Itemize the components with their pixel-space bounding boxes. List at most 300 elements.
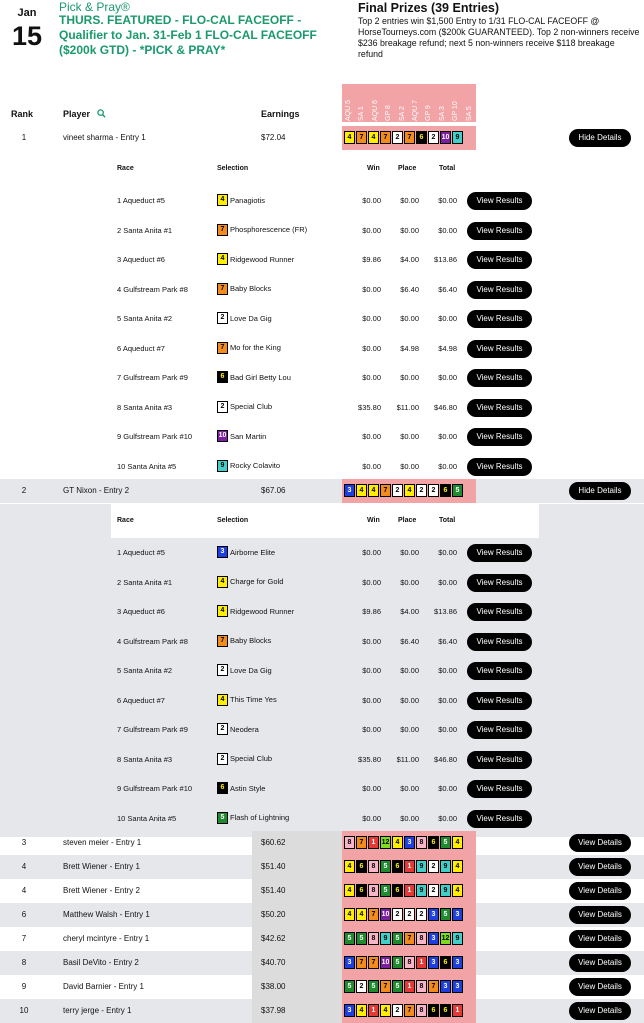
hide-details-button[interactable]: Hide Details xyxy=(569,129,631,147)
view-details-button[interactable]: View Details xyxy=(569,930,631,948)
pick-number-badge: 9 xyxy=(416,860,427,873)
detail-row xyxy=(111,452,539,482)
pick-number-badge: 12 xyxy=(380,836,391,849)
win-payout: $35.80 xyxy=(358,754,381,764)
horse-name: Neodera xyxy=(230,724,259,734)
selection-header-label: Selection xyxy=(217,165,249,172)
place-payout: $0.00 xyxy=(400,373,419,382)
view-results-button[interactable]: View Results xyxy=(467,780,532,798)
detail-row xyxy=(111,363,539,393)
race-header: GP 8 xyxy=(385,105,393,121)
place-header-label: Place xyxy=(398,165,417,172)
place-payout: $0.00 xyxy=(400,548,419,557)
pick-number-badge: 7 xyxy=(428,980,439,993)
pick-number-badge: 7 xyxy=(368,956,379,969)
race-name: 8 Santa Anita #3 xyxy=(117,754,173,764)
race-name: 7 Gulfstream Park #9 xyxy=(117,725,188,734)
selection-cell xyxy=(217,635,271,647)
view-results-button[interactable]: View Results xyxy=(467,751,532,769)
pick-number-badge: 4 xyxy=(344,131,355,144)
rank-column-header: Rank xyxy=(11,109,34,119)
player-name: Basil DeVito - Entry 2 xyxy=(63,958,139,967)
view-results-button[interactable]: View Results xyxy=(467,251,532,269)
horse-name: Airborne Elite xyxy=(230,547,276,557)
pick-number-badge: 5 xyxy=(440,908,451,921)
horse-name: Charge for Gold xyxy=(230,577,284,586)
pick-number-badge: 10 xyxy=(380,908,391,921)
view-details-button[interactable]: View Details xyxy=(569,906,631,924)
view-details-button[interactable]: View Details xyxy=(569,834,631,852)
pick-number-badge: 3 xyxy=(440,980,451,993)
pick-number-badge: 4 xyxy=(217,576,228,588)
horse-name: Bad Girl Betty Lou xyxy=(230,372,291,382)
total-payout: $46.80 xyxy=(434,754,457,764)
pick-number-badge: 3 xyxy=(344,956,355,969)
pick-number-badge: 3 xyxy=(452,908,463,921)
place-payout: $0.00 xyxy=(400,314,419,323)
pick-number-badge: 4 xyxy=(452,860,463,873)
leaderboard-row xyxy=(0,479,644,503)
selection-cell xyxy=(217,664,272,676)
rank-value: 6 xyxy=(21,910,27,919)
view-details-button[interactable]: View Details xyxy=(569,978,631,996)
pick-number-badge: 7 xyxy=(404,1004,415,1017)
pick-number-badge: 1 xyxy=(368,836,379,849)
place-payout: $6.40 xyxy=(400,636,419,646)
race-name: 3 Aqueduct #6 xyxy=(117,607,165,616)
pick-number-badge: 8 xyxy=(344,836,355,849)
win-payout: $0.00 xyxy=(362,461,381,471)
pick-number-badge: 2 xyxy=(392,484,403,497)
selection-cell xyxy=(217,782,265,794)
place-payout: $0.00 xyxy=(400,666,419,675)
pick-list xyxy=(344,836,463,849)
selection-cell xyxy=(217,546,275,558)
place-payout: $0.00 xyxy=(400,813,419,823)
pick-number-badge: 5 xyxy=(344,932,355,945)
pick-number-badge: 6 xyxy=(440,956,451,969)
pick-number-badge: 4 xyxy=(404,484,415,497)
pick-list xyxy=(344,860,463,873)
pick-number-badge: 7 xyxy=(404,932,415,945)
earnings-value: $51.40 xyxy=(261,862,286,871)
total-payout: $6.40 xyxy=(438,284,457,294)
leaderboard-row xyxy=(0,879,644,903)
detail-row xyxy=(111,597,539,627)
detail-row xyxy=(111,275,539,305)
player-name: Matthew Walsh - Entry 1 xyxy=(63,910,150,919)
detail-row xyxy=(111,627,539,657)
selection-cell xyxy=(217,753,272,765)
detail-row xyxy=(111,686,539,716)
view-results-button[interactable]: View Results xyxy=(467,458,532,476)
earnings-value: $50.20 xyxy=(261,910,286,919)
detail-row xyxy=(111,745,539,775)
rank-value: 8 xyxy=(21,958,27,967)
horse-name: Love Da Gig xyxy=(230,313,272,323)
pick-number-badge: 2 xyxy=(416,908,427,921)
horse-name: Special Club xyxy=(230,402,273,411)
pick-number-badge: 1 xyxy=(368,1004,379,1017)
win-header-label: Win xyxy=(367,165,380,172)
view-results-button[interactable]: View Results xyxy=(467,574,532,592)
race-column-headers xyxy=(342,84,476,122)
view-results-button[interactable]: View Results xyxy=(467,692,532,710)
place-payout: $4.98 xyxy=(400,343,419,353)
place-payout: $0.00 xyxy=(400,725,419,734)
pick-number-badge: 9 xyxy=(452,932,463,945)
pick-number-badge: 6 xyxy=(416,131,427,144)
total-payout: $6.40 xyxy=(438,636,457,646)
contest-type: Pick & Pray® xyxy=(59,0,130,14)
view-results-button[interactable]: View Results xyxy=(467,721,532,739)
pick-number-badge: 5 xyxy=(392,956,403,969)
pick-number-badge: 1 xyxy=(404,884,415,897)
horse-name: Baby Blocks xyxy=(230,284,272,293)
race-header: SA 5 xyxy=(465,106,473,121)
view-results-button[interactable]: View Results xyxy=(467,369,532,387)
pick-number-badge: 2 xyxy=(404,908,415,921)
pick-number-badge: 2 xyxy=(428,484,439,497)
view-results-button[interactable]: View Results xyxy=(467,310,532,328)
pick-number-badge: 10 xyxy=(440,131,451,144)
rank-value: 3 xyxy=(21,838,27,847)
view-results-button[interactable]: View Results xyxy=(467,633,532,651)
pick-number-badge: 1 xyxy=(404,980,415,993)
pick-number-badge: 3 xyxy=(428,932,439,945)
pick-number-badge: 6 xyxy=(392,860,403,873)
win-payout: $9.86 xyxy=(362,255,381,264)
place-header-label: Place xyxy=(398,517,417,524)
view-results-button[interactable]: View Results xyxy=(467,281,532,299)
total-payout: $0.00 xyxy=(438,577,457,587)
hide-details-button[interactable]: Hide Details xyxy=(569,482,631,500)
race-header: AQU 6 xyxy=(371,99,379,121)
win-payout: $0.00 xyxy=(362,548,381,557)
win-payout: $0.00 xyxy=(362,225,381,235)
race-name: 8 Santa Anita #3 xyxy=(117,402,173,412)
leaderboard-row xyxy=(0,855,644,879)
pick-number-badge: 4 xyxy=(356,484,367,497)
pick-number-badge: 7 xyxy=(380,980,391,993)
pick-number-badge: 9 xyxy=(217,460,228,472)
pick-number-badge: 2 xyxy=(392,908,403,921)
win-payout: $0.00 xyxy=(362,577,381,587)
pick-number-badge: 4 xyxy=(356,1004,367,1017)
view-details-button[interactable]: View Details xyxy=(569,1002,631,1020)
pick-number-badge: 5 xyxy=(440,836,451,849)
pick-number-badge: 8 xyxy=(416,980,427,993)
earnings-value: $72.04 xyxy=(261,133,286,142)
entry-details-panel xyxy=(111,504,539,833)
race-header-label: Race xyxy=(117,517,134,524)
pick-number-badge: 3 xyxy=(344,484,355,497)
rank-value: 2 xyxy=(21,486,27,495)
view-results-button[interactable]: View Results xyxy=(467,544,532,562)
earnings-value: $42.62 xyxy=(261,934,286,943)
player-column-label: Player xyxy=(63,109,91,119)
pick-number-badge: 5 xyxy=(368,980,379,993)
selection-cell xyxy=(217,342,281,354)
prize-title: Final Prizes (39 Entries) xyxy=(358,1,500,15)
player-name: GT Nixon - Entry 2 xyxy=(63,486,130,495)
selection-cell xyxy=(217,283,271,295)
win-payout: $0.00 xyxy=(362,636,381,646)
leaderboard-row xyxy=(0,903,644,927)
race-name: 2 Santa Anita #1 xyxy=(117,225,173,235)
view-results-button[interactable]: View Results xyxy=(467,662,532,680)
pick-number-badge: 3 xyxy=(404,836,415,849)
detail-row xyxy=(111,334,539,364)
pick-number-badge: 6 xyxy=(440,1004,451,1017)
selection-cell xyxy=(217,194,265,206)
place-payout: $0.00 xyxy=(400,695,419,705)
pick-number-badge: 4 xyxy=(217,694,228,706)
pick-number-badge: 5 xyxy=(356,932,367,945)
earnings-column-header: Earnings xyxy=(261,109,300,119)
total-payout: $0.00 xyxy=(438,314,457,323)
total-payout: $13.86 xyxy=(434,607,457,616)
total-payout: $0.00 xyxy=(438,813,457,823)
pick-number-badge: 7 xyxy=(217,635,228,647)
total-payout: $0.00 xyxy=(438,725,457,734)
place-payout: $11.00 xyxy=(396,402,419,412)
details-header-row xyxy=(111,504,539,538)
detail-row xyxy=(111,216,539,246)
race-header: SA 1 xyxy=(358,106,366,121)
total-payout: $0.00 xyxy=(438,196,457,205)
horse-name: Special Club xyxy=(230,754,273,763)
pick-number-badge: 2 xyxy=(428,860,439,873)
total-header-label: Total xyxy=(439,165,456,172)
total-payout: $0.00 xyxy=(438,784,457,793)
player-name: Brett Wiener - Entry 1 xyxy=(63,862,140,871)
horse-name: Astin Style xyxy=(230,783,266,793)
race-name: 5 Santa Anita #2 xyxy=(117,314,173,323)
race-name: 6 Aqueduct #7 xyxy=(117,695,165,705)
race-name: 10 Santa Anita #5 xyxy=(117,461,177,471)
place-payout: $6.40 xyxy=(400,284,419,294)
pick-number-badge: 2 xyxy=(392,131,403,144)
place-payout: $0.00 xyxy=(400,432,419,441)
pick-number-badge: 7 xyxy=(356,131,367,144)
contest-name: THURS. FEATURED - FLO-CAL FACEOFF - Qualifier to Jan. 31-Feb 1 FLO-CAL FACEOFF ($200k GTD) - *PICK & PRAY* xyxy=(59,13,317,57)
horse-name: Flash of Lightning xyxy=(230,813,290,822)
pick-number-badge: 7 xyxy=(368,908,379,921)
view-details-button[interactable]: View Details xyxy=(569,858,631,876)
selection-cell xyxy=(217,723,259,735)
race-name: 4 Gulfstream Park #8 xyxy=(117,636,188,646)
pick-number-badge: 3 xyxy=(452,980,463,993)
pick-number-badge: 2 xyxy=(392,1004,403,1017)
leaderboard-row xyxy=(0,831,644,855)
horse-name: Love Da Gig xyxy=(230,665,272,675)
total-payout: $46.80 xyxy=(434,402,457,412)
details-header-row xyxy=(111,152,539,186)
pick-number-badge: 7 xyxy=(404,131,415,144)
view-details-button[interactable]: View Details xyxy=(569,882,631,900)
rank-value: 4 xyxy=(21,886,27,895)
pick-number-badge: 8 xyxy=(416,1004,427,1017)
pick-number-badge: 10 xyxy=(380,956,391,969)
horse-name: Panagiotis xyxy=(230,195,266,205)
pick-number-badge: 4 xyxy=(344,884,355,897)
pick-number-badge: 3 xyxy=(428,956,439,969)
pick-number-badge: 7 xyxy=(217,224,228,236)
pick-number-badge: 6 xyxy=(217,371,228,383)
place-payout: $0.00 xyxy=(400,577,419,587)
horse-name: Baby Blocks xyxy=(230,636,272,645)
view-results-button[interactable]: View Results xyxy=(467,222,532,240)
contest-header xyxy=(0,0,644,62)
horse-name: San Martin xyxy=(230,431,267,441)
pick-number-badge: 4 xyxy=(392,836,403,849)
pick-number-badge: 10 xyxy=(217,430,228,442)
pick-number-badge: 3 xyxy=(344,1004,355,1017)
rank-value: 1 xyxy=(21,133,27,142)
rank-value: 4 xyxy=(21,862,27,871)
selection-cell xyxy=(217,576,283,588)
selection-header-label: Selection xyxy=(217,517,249,524)
player-name: terry jerge - Entry 1 xyxy=(63,1006,132,1015)
pick-number-badge: 1 xyxy=(452,1004,463,1017)
total-payout: $0.00 xyxy=(438,373,457,382)
pick-list xyxy=(344,956,463,969)
place-payout: $11.00 xyxy=(396,754,419,764)
view-results-button[interactable]: View Results xyxy=(467,340,532,358)
total-payout: $0.00 xyxy=(438,548,457,557)
pick-number-badge: 7 xyxy=(380,484,391,497)
view-results-button[interactable]: View Results xyxy=(467,603,532,621)
detail-row xyxy=(111,393,539,423)
horse-name: Mo for the King xyxy=(230,343,281,352)
race-header: GP 10 xyxy=(452,101,460,121)
selection-cell xyxy=(217,253,294,265)
leaderboard-row xyxy=(0,927,644,951)
pick-list xyxy=(344,484,463,497)
win-payout: $0.00 xyxy=(362,813,381,823)
win-payout: $0.00 xyxy=(362,314,381,323)
pick-number-badge: 4 xyxy=(217,253,228,265)
pick-number-badge: 7 xyxy=(356,836,367,849)
pick-number-badge: 9 xyxy=(440,860,451,873)
player-name: cheryl mcintyre - Entry 1 xyxy=(63,934,150,943)
win-payout: $0.00 xyxy=(362,373,381,382)
pick-number-badge: 4 xyxy=(217,605,228,617)
race-header: GP 9 xyxy=(425,105,433,121)
pick-list xyxy=(344,884,463,897)
player-name: steven meier - Entry 1 xyxy=(63,838,142,847)
detail-row xyxy=(111,715,539,745)
pick-number-badge: 9 xyxy=(380,932,391,945)
horse-name: Ridgewood Runner xyxy=(230,606,295,616)
view-results-button[interactable]: View Results xyxy=(467,399,532,417)
detail-row xyxy=(111,304,539,334)
selection-cell xyxy=(217,224,307,236)
win-payout: $0.00 xyxy=(362,284,381,294)
player-name: Brett Wiener - Entry 2 xyxy=(63,886,140,895)
pick-number-badge: 6 xyxy=(356,884,367,897)
pick-number-badge: 5 xyxy=(217,812,228,824)
view-results-button[interactable]: View Results xyxy=(467,810,532,828)
rank-value: 9 xyxy=(21,982,27,991)
leaderboard-row xyxy=(0,975,644,999)
pick-list xyxy=(344,131,463,144)
view-results-button[interactable]: View Results xyxy=(467,192,532,210)
total-payout: $0.00 xyxy=(438,432,457,441)
pick-number-badge: 5 xyxy=(344,980,355,993)
selection-cell xyxy=(217,430,266,442)
earnings-value: $37.98 xyxy=(261,1006,286,1015)
place-payout: $0.00 xyxy=(400,225,419,235)
race-header: AQU 5 xyxy=(345,99,352,121)
pick-number-badge: 9 xyxy=(452,131,463,144)
pick-number-badge: 6 xyxy=(440,484,451,497)
pick-number-badge: 5 xyxy=(392,980,403,993)
total-payout: $0.00 xyxy=(438,666,457,675)
pick-number-badge: 12 xyxy=(440,932,451,945)
date-month: Jan xyxy=(17,7,37,19)
pick-number-badge: 6 xyxy=(428,836,439,849)
race-header: SA 2 xyxy=(398,106,406,121)
win-payout: $0.00 xyxy=(362,343,381,353)
detail-row xyxy=(111,804,539,834)
win-payout: $0.00 xyxy=(362,695,381,705)
detail-row xyxy=(111,538,539,568)
pick-number-badge: 8 xyxy=(416,932,427,945)
leaderboard-row xyxy=(0,999,644,1023)
earnings-value: $67.06 xyxy=(261,486,286,495)
player-name: David Barnier - Entry 1 xyxy=(63,982,144,991)
pick-number-badge: 6 xyxy=(392,884,403,897)
detail-row xyxy=(111,656,539,686)
race-name: 6 Aqueduct #7 xyxy=(117,343,165,353)
pick-number-badge: 6 xyxy=(428,1004,439,1017)
win-payout: $0.00 xyxy=(362,196,381,205)
total-payout: $0.00 xyxy=(438,225,457,235)
horse-name: Rocky Colavito xyxy=(230,461,281,470)
view-results-button[interactable]: View Results xyxy=(467,428,532,446)
pick-number-badge: 4 xyxy=(344,860,355,873)
detail-row xyxy=(111,774,539,804)
pick-number-badge: 7 xyxy=(217,342,228,354)
player-name: vineet sharma - Entry 1 xyxy=(63,133,146,142)
selection-cell xyxy=(217,460,280,472)
detail-row xyxy=(111,245,539,275)
view-details-button[interactable]: View Details xyxy=(569,954,631,972)
earnings-value: $40.70 xyxy=(261,958,286,967)
earnings-value: $60.62 xyxy=(261,838,286,847)
pick-number-badge: 2 xyxy=(217,401,228,413)
race-name: 1 Aqueduct #5 xyxy=(117,548,165,557)
pick-number-badge: 8 xyxy=(368,884,379,897)
pick-number-badge: 3 xyxy=(428,908,439,921)
total-header-label: Total xyxy=(439,517,456,524)
search-icon[interactable] xyxy=(97,109,106,118)
pick-number-badge: 4 xyxy=(344,908,355,921)
pick-number-badge: 1 xyxy=(404,860,415,873)
earnings-value: $38.00 xyxy=(261,982,286,991)
horse-name: Ridgewood Runner xyxy=(230,254,295,264)
pick-number-badge: 4 xyxy=(380,1004,391,1017)
race-name: 7 Gulfstream Park #9 xyxy=(117,373,188,382)
race-header-label: Race xyxy=(117,165,134,172)
pick-number-badge: 4 xyxy=(368,131,379,144)
win-payout: $0.00 xyxy=(362,432,381,441)
race-name: 4 Gulfstream Park #8 xyxy=(117,284,188,294)
pick-number-badge: 8 xyxy=(368,932,379,945)
detail-row xyxy=(111,186,539,216)
